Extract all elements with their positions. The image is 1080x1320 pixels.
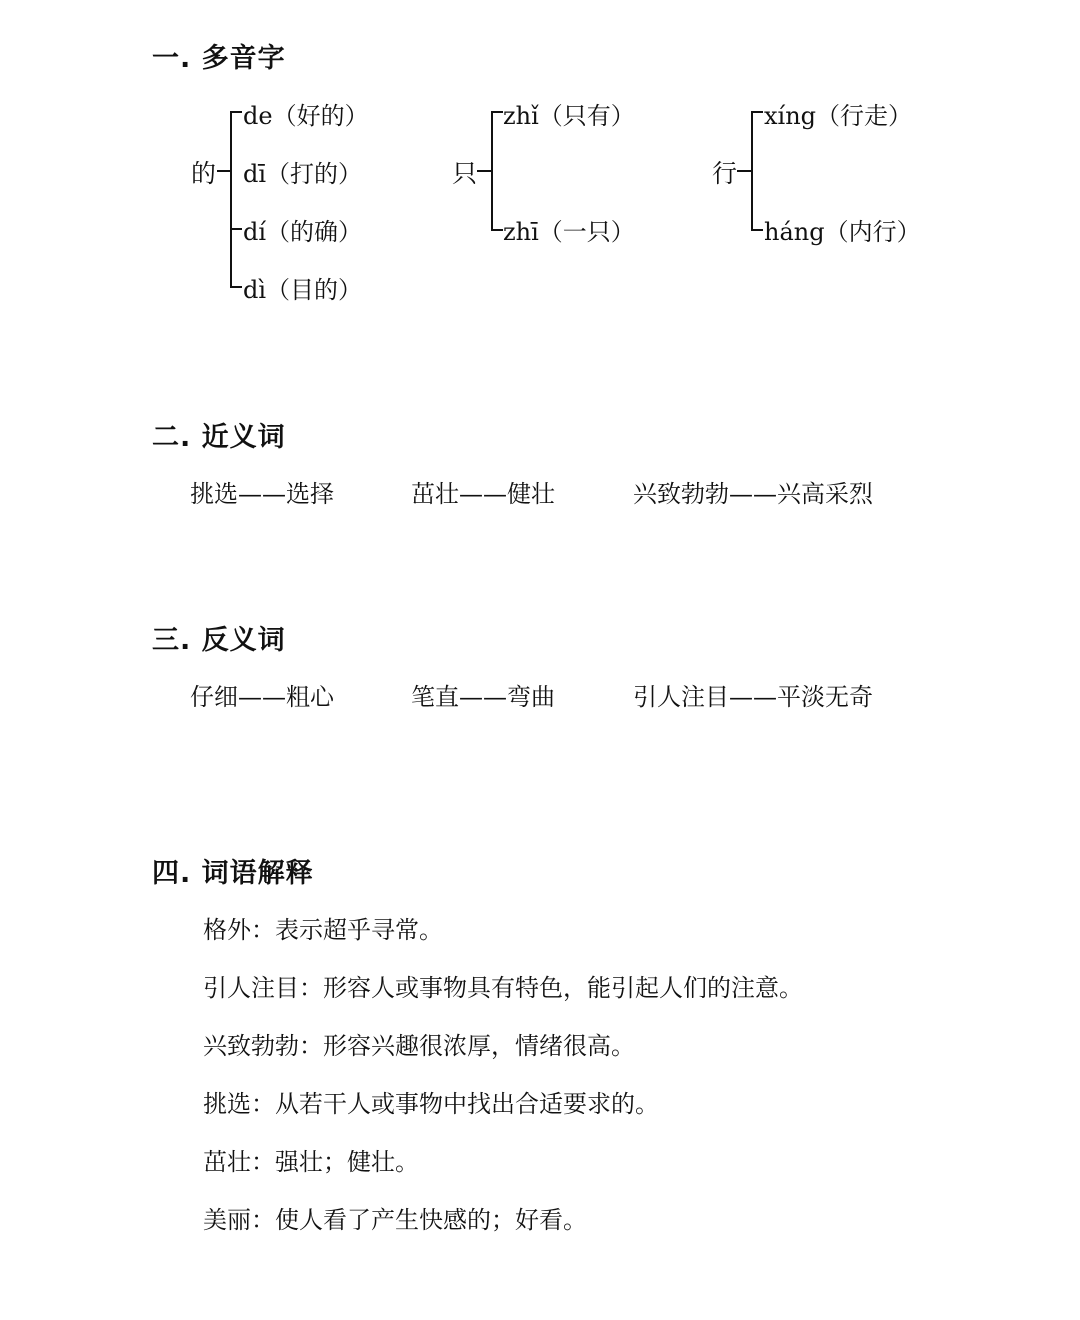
- synonym-pair: 兴致勃勃——兴高采烈: [633, 480, 873, 508]
- section-title-synonyms: 二. 近义词: [152, 422, 286, 453]
- bracket-stem: [737, 170, 751, 172]
- synonym-pair: 茁壮——健壮: [411, 480, 555, 508]
- section-title-antonyms: 三. 反义词: [152, 625, 286, 656]
- bracket: [230, 111, 242, 288]
- bracket-branch: [232, 228, 242, 230]
- definition-item: 美丽：使人看了产生快感的；好看。: [203, 1206, 587, 1234]
- definition-item: 格外：表示超乎寻常。: [203, 916, 443, 944]
- reading: xíng（行走）: [764, 102, 913, 130]
- reading: dí（的确）: [243, 218, 363, 246]
- antonym-pair: 仔细——粗心: [190, 683, 334, 711]
- antonym-pair: 笔直——弯曲: [411, 683, 555, 711]
- synonym-pair: 挑选——选择: [190, 480, 334, 508]
- polyphone-char: 行: [712, 159, 738, 188]
- section-title-polyphonic: 一. 多音字: [152, 43, 286, 74]
- reading: dī（打的）: [243, 160, 363, 188]
- antonym-pair: 引人注目——平淡无奇: [633, 683, 873, 711]
- bracket: [491, 111, 503, 231]
- bracket: [751, 111, 763, 231]
- polyphone-char: 的: [191, 159, 217, 188]
- reading: zhī（一只）: [503, 218, 635, 246]
- definition-item: 引人注目：形容人或事物具有特色，能引起人们的注意。: [203, 974, 803, 1002]
- definition-item: 兴致勃勃：形容兴趣很浓厚，情绪很高。: [203, 1032, 635, 1060]
- definition-item: 茁壮：强壮；健壮。: [203, 1148, 419, 1176]
- bracket-stem: [477, 170, 491, 172]
- reading: dì（目的）: [243, 276, 363, 304]
- reading: háng（内行）: [764, 218, 921, 246]
- reading: de（好的）: [243, 102, 369, 130]
- polyphone-char: 只: [452, 159, 478, 188]
- section-title-definitions: 四. 词语解释: [152, 858, 314, 889]
- bracket-stem: [217, 170, 230, 172]
- definition-item: 挑选：从若干人或事物中找出合适要求的。: [203, 1090, 659, 1118]
- reading: zhǐ（只有）: [503, 102, 635, 130]
